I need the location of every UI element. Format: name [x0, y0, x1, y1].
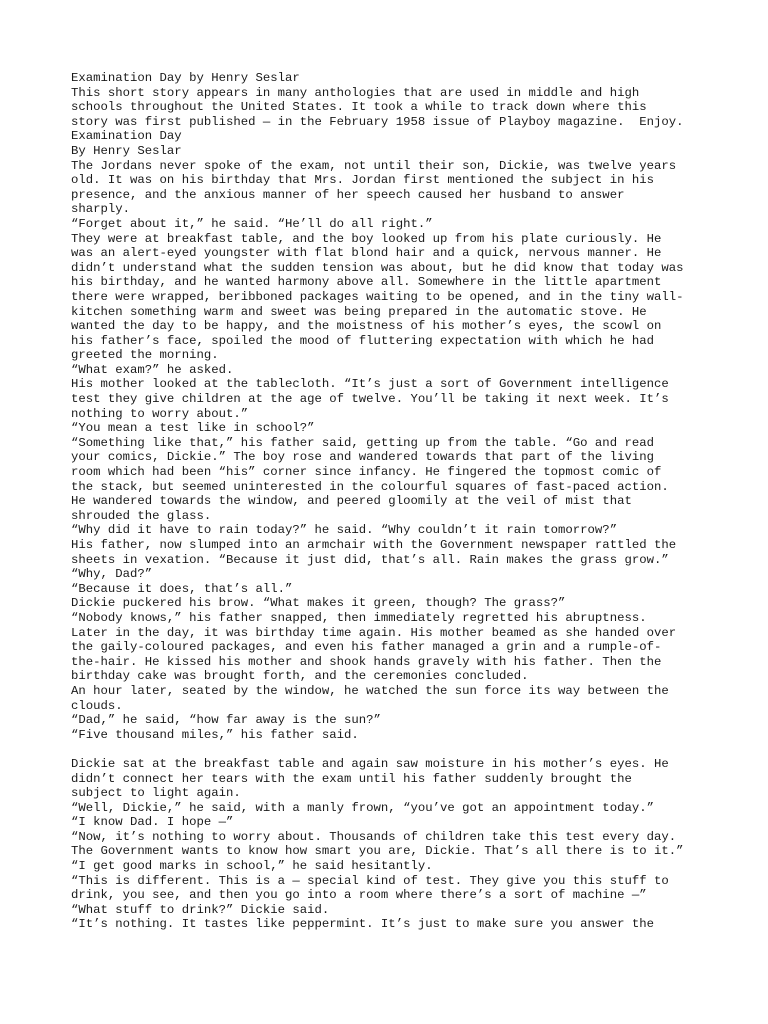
text-line: shrouded the glass.: [71, 508, 212, 523]
text-line: nothing to worry about.”: [71, 406, 249, 421]
text-line: “It’s nothing. It tastes like peppermint. It’s just to make sure you answer the: [71, 917, 654, 932]
text-line: “Something like that,” his father said, getting up from the table. “Go and read: [71, 435, 654, 450]
text-line: room which had been “his” corner since infancy. He fingered the topmost comic of: [71, 465, 662, 480]
text-line: [71, 742, 711, 757]
text-line: didn’t connect her tears with the exam until his father suddenly brought the: [71, 771, 632, 786]
text-line: Dickie sat at the breakfast table and again saw moisture in his mother’s eyes. He: [71, 756, 669, 771]
text-line: “What exam?” he asked.: [71, 362, 234, 377]
text-line: greeted the morning.: [71, 348, 219, 363]
text-line: “Why, Dad?”: [71, 567, 153, 582]
text-line: wanted the day to be happy, and the moistness of his mother’s eyes, the scowl on: [71, 319, 662, 334]
text-line: “Forget about it,” he said. “He’ll do all right.”: [71, 216, 433, 231]
text-line: the gaily-coloured packages, and even his father managed a grin and a rumple-of-: [71, 640, 662, 655]
text-line: “Nobody knows,” his father snapped, then immediately regretted his abruptness.: [71, 610, 647, 625]
text-line: was an alert-eyed youngster with flat blond hair and a quick, nervous manner. He: [71, 246, 662, 261]
text-line: story was first published — in the February 1958 issue of Playboy magazine. Enjoy.: [71, 114, 684, 129]
text-line: his father’s face, spoiled the mood of fluttering expectation with which he had: [71, 333, 654, 348]
document-title: Examination Day by Henry Seslar: [71, 71, 300, 85]
text-line: The Jordans never spoke of the exam, not until their son, Dickie, was twelve years: [71, 158, 677, 173]
text-line: birthday cake was brought forth, and the ceremonies concluded.: [71, 669, 529, 684]
text-line: “Why did it have to rain today?” he said. “Why couldn’t it rain tomorrow?”: [71, 523, 618, 538]
text-line: “Dad,” he said, “how far away is the sun?”: [71, 713, 381, 728]
text-line: “Well, Dickie,” he said, with a manly frown, “you’ve got an appointment today.”: [71, 800, 654, 815]
text-line: An hour later, seated by the window, he watched the sun force its way between the: [71, 683, 669, 698]
text-line: your comics, Dickie.” The boy rose and wandered towards that part of the living: [71, 450, 654, 465]
text-line: Later in the day, it was birthday time again. His mother beamed as she handed over: [71, 625, 677, 640]
text-line: His father, now slumped into an armchair with the Government newspaper rattled the: [71, 538, 677, 552]
text-line: “I get good marks in school,” he said hesitantly.: [71, 859, 433, 874]
text-line: sheets in vexation. “Because it just did, that’s all. Rain makes the grass grow.”: [71, 552, 669, 567]
text-line: His mother looked at the tablecloth. “It’s just a sort of Government intelligence: [71, 377, 669, 392]
text-line: “Because it does, that’s all.”: [71, 581, 293, 596]
document-body: [71, 71, 711, 932]
text-line: clouds.: [71, 698, 123, 713]
text-line: They were at breakfast table, and the boy looked up from his plate curiously. He: [71, 231, 662, 246]
text-line: old. It was on his birthday that Mrs. Jordan first mentioned the subject in his: [71, 173, 654, 188]
text-line: didn’t understand what the sudden tension was about, but he did know that today was: [71, 260, 684, 275]
text-line: his birthday, and he wanted harmony above all. Somewhere in the little apartment: [71, 275, 662, 290]
text-line: “What stuff to drink?” Dickie said.: [71, 902, 330, 917]
text-line: This short story appears in many anthologies that are used in middle and high: [71, 85, 640, 100]
text-line: “This is different. This is a — special kind of test. They give you this stuff to: [71, 873, 669, 888]
text-line: presence, and the anxious manner of her speech caused her husband to answer: [71, 187, 625, 202]
text-line: drink, you see, and then you go into a room where there’s a sort of machine —”: [71, 888, 647, 903]
text-line: sharply.: [71, 202, 131, 217]
text-line: “Now, it’s nothing to worry about. Thousands of children take this test every day.: [71, 829, 677, 844]
text-line: The Government wants to know how smart you are, Dickie. That’s all there is to it.”: [71, 844, 684, 859]
text-line: kitchen something warm and sweet was being prepared in the automatic stove. He: [71, 304, 647, 319]
text-line: “Five thousand miles,” his father said.: [71, 727, 359, 742]
text-line: Dickie puckered his brow. “What makes it green, though? The grass?”: [71, 596, 566, 611]
text-line: subject to light again.: [71, 786, 241, 801]
text-line: there were wrapped, beribboned packages waiting to be opened, and in the tiny wall-: [71, 289, 684, 304]
text-line: the stack, but seemed uninterested in the colourful squares of fast-paced action.: [71, 479, 669, 494]
text-line: “You mean a test like in school?”: [71, 421, 315, 436]
text-line: By Henry Seslar: [71, 143, 182, 158]
text-line: the-hair. He kissed his mother and shook hands gravely with his father. Then the: [71, 654, 662, 669]
text-line: “I know Dad. I hope —”: [71, 815, 234, 830]
text-line: Examination Day: [71, 129, 182, 144]
text-line: test they give children at the age of twelve. You’ll be taking it next week. It’s: [71, 392, 669, 407]
text-line: schools throughout the United States. It took a while to track down where this: [71, 100, 647, 115]
text-line: He wandered towards the window, and peered gloomily at the veil of mist that: [71, 494, 632, 509]
